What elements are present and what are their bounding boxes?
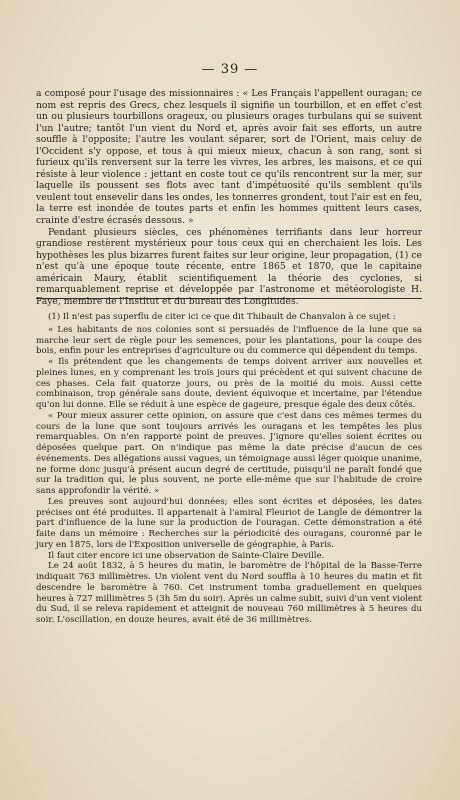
footnote-paragraph-6: Il faut citer encore ici une observation de Sainte-Claire Deville. bbox=[48, 550, 325, 561]
footnote-paragraph-1: (1) Il n'est pas superflu de citer ici ce que dit Thibault de Chanvalon à ce sujet : bbox=[48, 312, 396, 322]
footnote-paragraph-3: « Ils prétendent que les changements de temps doivent arriver aux nouvelles et pleines lunes, en y comprenant les trois jours qui précèdent et qui suivent chacune de ces phases. Cela fait quatorze jours, ou près de la moitié du mois. Aussi cette combinaison, trop générale sans doute, devient équivoque et incertaine, par l'étendue qu'on lui donne. Elle se réduit à une espèce de gageure, presque égale des deux côtés. bbox=[36, 357, 422, 410]
main-text bbox=[36, 88, 422, 307]
footnote bbox=[36, 312, 422, 626]
footnote-paragraph-2: « Les habitants de nos colonies sont si persuadés de l'influence de la lune que sa marche leur sert de règle pour les semences, pour les plantations, pour la coupe des bois, enfin pour les entreprises d'agriculture ou du commerce qui dépendent du temps. bbox=[36, 324, 422, 357]
main-paragraph-2: Pendant plusieurs siècles, ces phénomènes terrifiants dans leur horreur grandiose restèrent mystérieux pour tous ceux qui en cherchaient les lois. Les hypothèses les plus bizarres furent faites sur leur origine, leur propagation, (1) ce n'est qu'à une époque toute récente, entre 1865 et 1870, que le capitaine américain Maury, établit scientifiquement la théorie des cyclones, si remarquablement reprise et développée par l'astronome et météorologiste H. Faye, membre de l'Institut et du bureau des Longitudes. bbox=[36, 226, 422, 307]
footnote-paragraph-7: Le 24 août 1832, à 5 heures du matin, le baromètre de l'hôpital de la Basse-Terre indiquait 763 millimètres. Un violent vent du Nord souffla à 10 heures du matin et fit descendre le baromètre à 760. Cet instrument tomba graduellement en quelques heures à 727 millimètres 5 (3h 5m du soir). Après un calme subit, suivi d'un vent violent du Sud, il se releva rapidement et atteignit de nouveau 760 millimètres à 5 heures du soir. L'oscillation, en douze heures, avait été de 36 millimètres. bbox=[36, 561, 422, 625]
main-paragraph-1: a composé pour l'usage des missionnaires : « Les Français l'appellent ouragan; ce nom est repris des Grecs, chez lesquels il signifie un tourbillon, et en effet c'est un ou plusieurs tourbillons orageux, ou plusieurs orages turbulans qui se suivent l'un l'autre; tantôt l'un vient du Nord et, après avoir fait ses efforts, un autre souffle à l'opposite; l'autre les voulant séparer, sort de l'Orient, mais celuy de l'Occident s'y oppose, et tous à qui mieux mieux, chacun à son rang, sont si furieux qu'ils renversent sur la terre les vivres, les arbres, les maisons, et ce qui résiste à leur violence : jettant en coste tout ce qu'ils rencontrent sur la mer, sur laquelle ils poussent ses flots avec tant d'impétuosité qu'ils semblent qu'ils veulent tout ensevelir dans les ondes, les tonnerres grondent, tout l'air est en feu, la terre est inondée de toutes parts et enfin les hommes quittent leurs cases, crainte d'estre écrasés dessous. » bbox=[36, 88, 422, 227]
page-number: — 39 — bbox=[201, 62, 259, 77]
footnote-separator bbox=[36, 298, 422, 299]
footnote-paragraph-4: « Pour mieux assurer cette opinion, on assure que c'est dans ces mêmes termes du cours de la lune que sont toujours arrivés les ouragans et les tempêtes les plus remarquables. On n'en rapporte point de preuves. J'ignore qu'elles soient écrites ou déposées quelque part. On n'indique pas même la date précise d'aucun de ces événements. Des allégations aussi vagues, un témoignage aussi léger quoique unanime, ne forme donc jusqu'à présent aucun degré de certitude, puisqu'il ne paraît fondé que sur la tradition qui, le plus souvent, ne porte elle-même que sur l'habitude de croire sans approfondir la vérité. » bbox=[36, 410, 422, 496]
footnote-paragraph-5: Les preuves sont aujourd'hui données; elles sont écrites et déposées, les dates précises ont été produites. Il appartenait à l'amiral Fleuriot de Langle de démontrer la part d'influence de la lune sur la production de l'ouragan. Cette démonstration a été faite dans un mémoire : Recherches sur la périodicité des ouragans, couronné par le jury en 1875, lors de l'Exposition universelle de géographie, à Paris. bbox=[36, 496, 422, 550]
